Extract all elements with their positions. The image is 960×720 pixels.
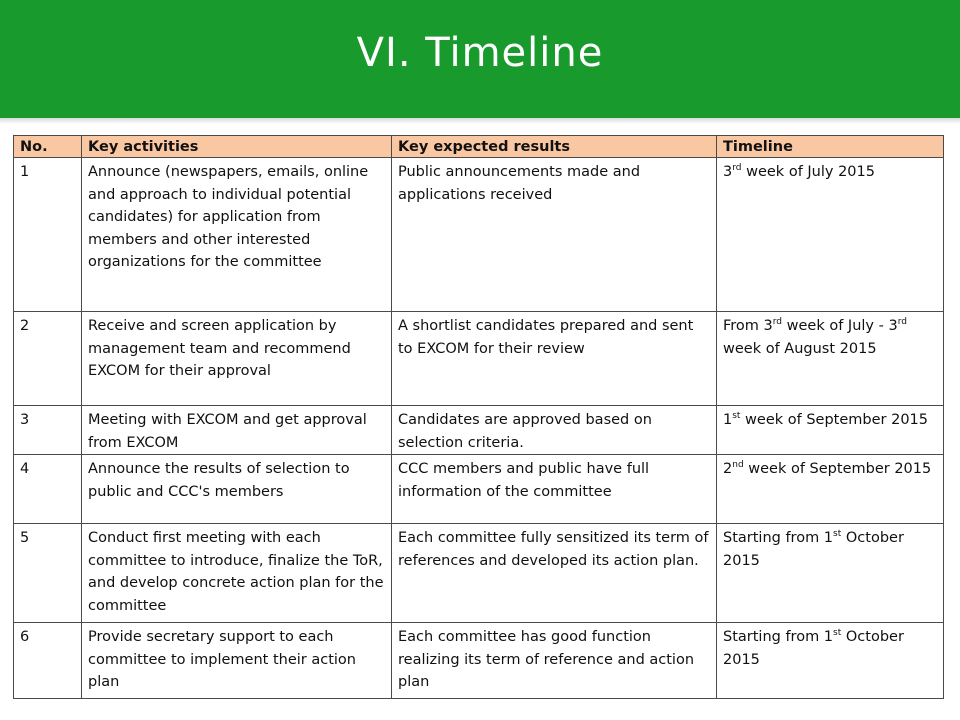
timeline-cell: Starting from 1st October 2015: [717, 623, 944, 699]
table-row: [14, 623, 944, 699]
table-row: [14, 455, 944, 524]
table-row: [14, 158, 944, 312]
activity-cell: Receive and screen application by management team and recommend EXCOM for their approval: [82, 312, 392, 406]
result-cell: CCC members and public have full information of the committee: [392, 455, 717, 524]
header-timeline: Timeline: [717, 136, 944, 158]
timeline-table: [13, 135, 944, 699]
result-cell: A shortlist candidates prepared and sent to EXCOM for their review: [392, 312, 717, 406]
table-row: [14, 406, 944, 455]
row-number: 5: [14, 524, 82, 623]
activity-cell: Meeting with EXCOM and get approval from EXCOM: [82, 406, 392, 455]
timeline-cell: 2nd week of September 2015: [717, 455, 944, 524]
table-row: [14, 524, 944, 623]
table-header-row: [14, 136, 944, 158]
row-number: 4: [14, 455, 82, 524]
row-number: 6: [14, 623, 82, 699]
banner-shadow: [0, 118, 960, 124]
result-cell: Each committee fully sensitized its term of references and developed its action plan.: [392, 524, 717, 623]
header-no: No.: [14, 136, 82, 158]
result-cell: Public announcements made and applications received: [392, 158, 717, 312]
header-key-expected-results: Key expected results: [392, 136, 717, 158]
timeline-cell: 3rd week of July 2015: [717, 158, 944, 312]
timeline-cell: Starting from 1st October 2015: [717, 524, 944, 623]
timeline-cell: From 3rd week of July - 3rd week of August 2015: [717, 312, 944, 406]
activity-cell: Announce the results of selection to public and CCC's members: [82, 455, 392, 524]
slide-title: VI. Timeline: [356, 30, 604, 76]
result-cell: Each committee has good function realizing its term of reference and action plan: [392, 623, 717, 699]
header-key-activities: Key activities: [82, 136, 392, 158]
activity-cell: Conduct first meeting with each committee to introduce, finalize the ToR, and develop concrete action plan for the committee: [82, 524, 392, 623]
activity-cell: Provide secretary support to each committee to implement their action plan: [82, 623, 392, 699]
row-number: 3: [14, 406, 82, 455]
row-number: 1: [14, 158, 82, 312]
activity-cell: Announce (newspapers, emails, online and approach to individual potential candidates) for application from members and other interested organizations for the committee: [82, 158, 392, 312]
timeline-cell: 1st week of September 2015: [717, 406, 944, 455]
table-row: [14, 312, 944, 406]
row-number: 2: [14, 312, 82, 406]
result-cell: Candidates are approved based on selection criteria.: [392, 406, 717, 455]
